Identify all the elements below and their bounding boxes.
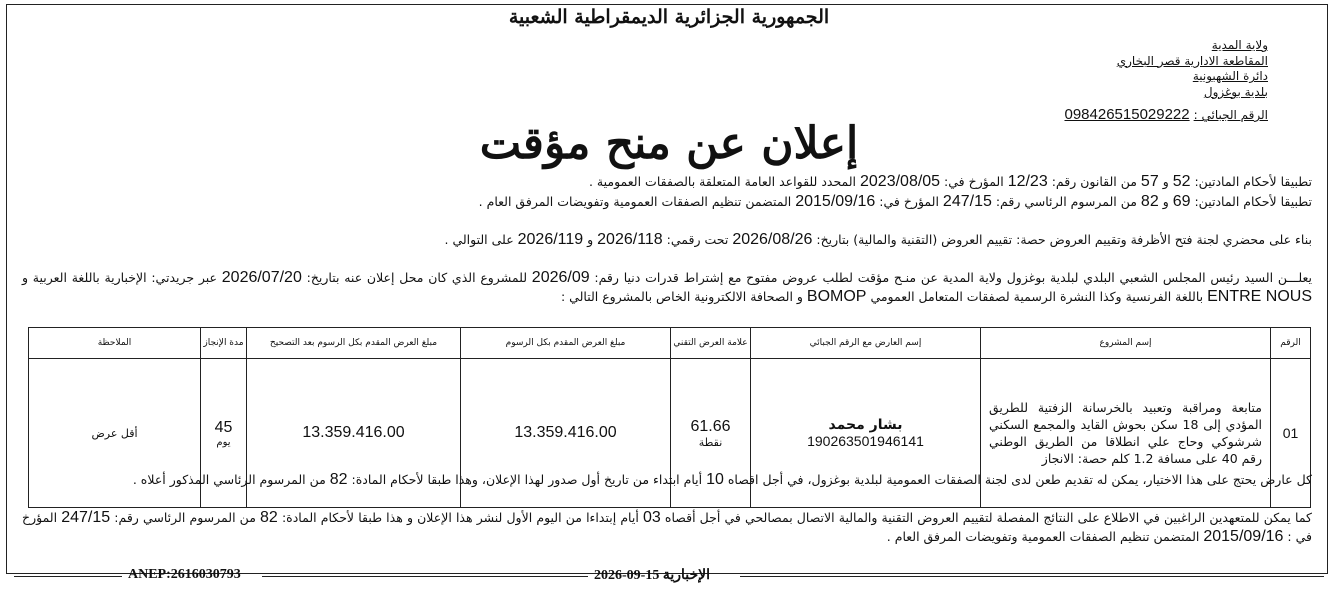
- admin-daira: دائرة الشهبونية: [1192, 69, 1268, 84]
- footer-rule-middle: [262, 576, 588, 577]
- paragraph-minutes: بناء على محضري لجنة فتح الأظرفة وتقييم العروض حصة: تقييم العروض (التقنية والمالية) بتاريخ: 2026/08/26 تحت رقمي: 2026/118 و 2026/119 على التوالي .: [444, 231, 1312, 248]
- cell-amount-corrected: 13.359.416.00: [247, 359, 461, 508]
- admin-wilaya: ولاية المدية: [1211, 38, 1268, 52]
- header-score: علامة العرض التقني: [671, 328, 751, 359]
- republic-header: الجمهورية الجزائرية الديمقراطية الشعبية: [508, 6, 830, 28]
- footer-edition: [594, 567, 710, 584]
- header-project: إسم المشروع: [981, 328, 1271, 359]
- footer-date: 2026-09-15: [594, 568, 660, 583]
- tax-label: الرقم الجبائي :: [1193, 108, 1268, 122]
- duration-value: 45: [214, 418, 233, 436]
- header-duration: مدة الإنجاز: [201, 328, 247, 359]
- header-amount: مبلغ العرض المقدم بكل الرسوم: [461, 328, 671, 359]
- paragraph-consultation: كما يمكن للمتعهدين الراغبين في الاطلاع على النتائج المفصلة لتقييم العروض التقنية والمالية الاتصال بمصالحي في أجل أقصاه 03 أيام إبتداءا من اليوم الأول لنشر هذا الإعلان و هذا طبقا لأحكام المادة: 82 من المرسوم الرئاسي رقم: 247/15 المؤرخ في : 2015/09/16 المتضمن تنظيم الصفقات العمومية وتفويضات المرفق العام .: [22, 509, 1313, 545]
- page-footer: [0, 566, 1338, 586]
- footer-rule-right: [740, 576, 1324, 577]
- cell-amount: 13.359.416.00: [461, 359, 671, 508]
- paragraph-appeal: كل عارض يحتج على هذا الاختيار، يمكن له تقديم طعن لدى لجنة الصفقات العمومية لبلدية بوغزول، في أجل اقصاه 10 أيام ابتداء من تاريخ أول صدور لهذا الإعلان، وهذا طبقا لأحكام المادة: 82 من المرسوم الرئاسي المذكور أعلاه .: [132, 471, 1312, 488]
- table-header-row: [29, 328, 1311, 359]
- score-unit: نقطة: [698, 435, 723, 449]
- header-bidder: إسم العارض مع الرقم الجبائي: [751, 328, 981, 359]
- tax-number: 098426515029222: [1064, 106, 1190, 123]
- score-value: 61.66: [690, 417, 731, 435]
- cell-note: أقل عرض: [29, 359, 201, 508]
- footer-paper: الإخبارية: [662, 568, 711, 583]
- header-note: الملاحظة: [29, 328, 201, 359]
- paragraph-announcement: يعلـــن السيد رئيس المجلس الشعبي البلدي لبلدية بوغزول ولاية المدية عن منـح مؤقت لطلب عروض مفتوح مع إشتراط قدرات دنيا رقم: 2026/09 للمشروع الذي كان محل إعلان عنه بتاريخ: 2026/07/20 عبر جريدتي: الإخبارية باللغة العربية و ENTRE NOUS باللغة الفرنسية وكذا النشرة الرسمية لصفقات المتعامل العمومي BOMOP و الصحافة الالكترونية الخاص بالمشروع التالي :: [22, 269, 1312, 305]
- footer-anep: ANEP:2616030793: [128, 567, 241, 582]
- admin-commune: بلدية بوغزول: [1203, 84, 1268, 99]
- notice-title: إعلان عن منح مؤقت: [479, 118, 859, 169]
- cell-number: 01: [1271, 359, 1311, 508]
- admin-block: [928, 38, 1268, 100]
- bidder-tax-number: 19026350194614​1: [807, 433, 924, 449]
- bidder-name: بشار محمد: [828, 417, 903, 433]
- paragraph-decree: تطبيقا لأحكام المادتين: 69 و 82 من المرسوم الرئاسي رقم: 247/15 المؤرخ في: 2015/09/16 المتضمن تنظيم الصفقات العمومية وتفويضات المرفق العام .: [478, 193, 1312, 210]
- header-number: الرقم: [1271, 328, 1311, 359]
- paragraph-law: تطبيقا لأحكام المادتين: 52 و 57 من القانون رقم: 12/23 المؤرخ في: 2023/08/05 المحدد للقواعد العامة المتعلقة بالصفقات العمومية .: [588, 173, 1312, 190]
- footer-rule-left: [14, 576, 122, 577]
- cell-project: متابعة ومراقبة وتعبيد بالخرسانة الزفتية للطريق المؤدي إلى 18 سكن بحوش القايد والمجمع السكني شرشوكي وحاج علي انطلاقا من الطريق الوطني رقم 40 على مسافة 1.2 كلم حصة: الانجاز: [981, 359, 1271, 508]
- duration-unit: يوم: [216, 436, 231, 448]
- admin-circonscription: المقاطعة الادارية قصر البخاري: [1116, 53, 1268, 68]
- header-amount-corrected: مبلغ العرض المقدم بكل الرسوم بعد التصحيح: [247, 328, 461, 359]
